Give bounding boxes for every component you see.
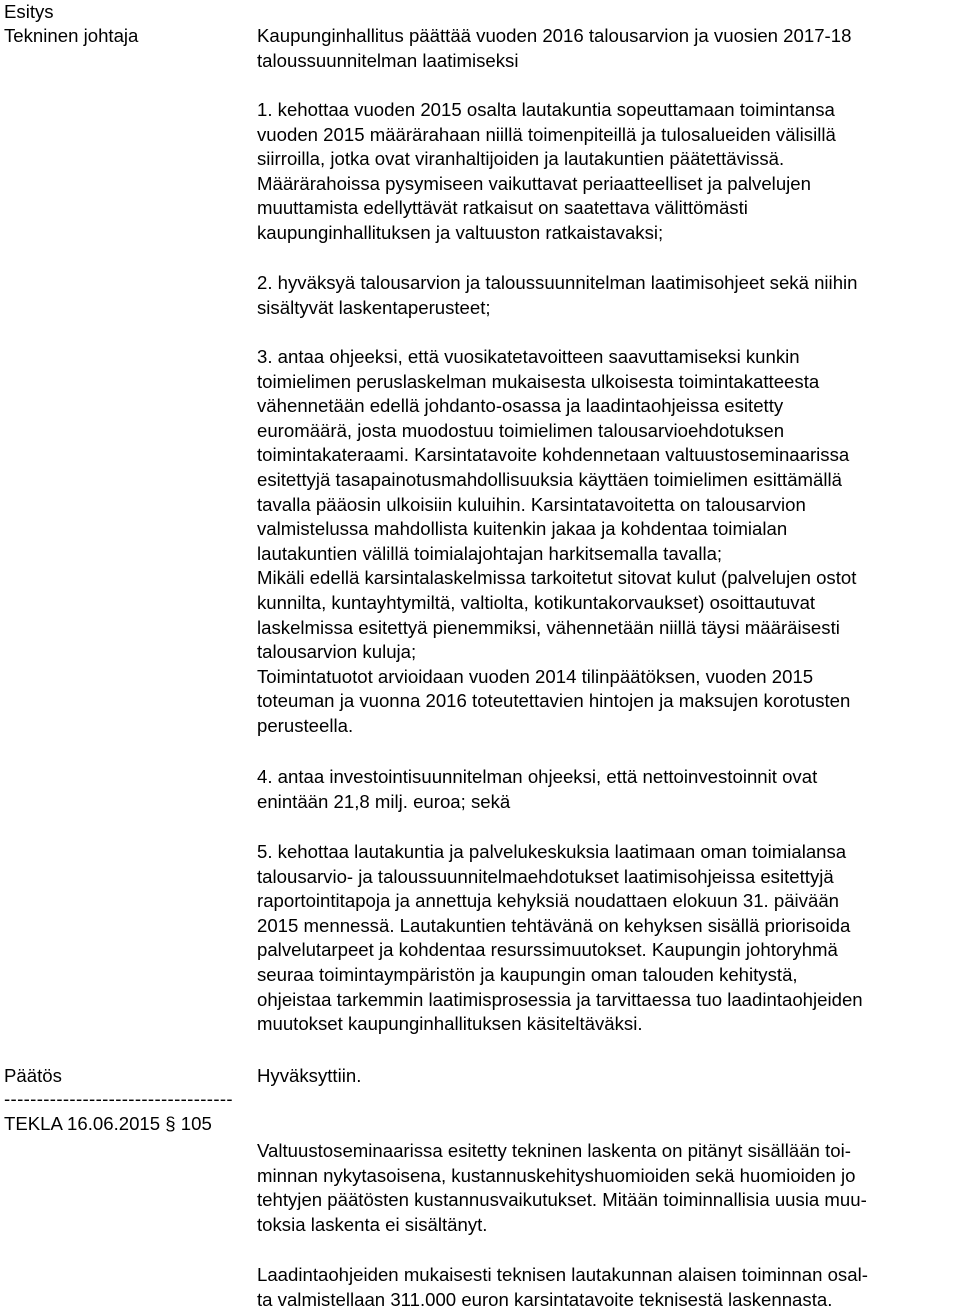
text-line: vuoden 2015 määrärahaan niillä toimenpiteillä ja tulosalueiden välisillä [257, 123, 836, 145]
text-line: laskelmissa esitettyä pienemmiksi, vähennetään niillä täysi määräisesti [257, 616, 840, 638]
text-line: 5. kehottaa lautakuntia ja palvelukeskuksia laatimaan oman toimialansa [257, 841, 847, 862]
text-line: euromäärä, josta muodostuu toimielimen talousarvioehdotuksen [257, 419, 785, 441]
text-line: palvelutarpeet ja kohdentaa resurssimuutokset. Kaupungin johtoryhmä [257, 939, 838, 961]
text-line: toimielimen peruslaskelman mukaisesta ulkoisesta toimintakatteesta [257, 370, 820, 392]
text-line: toimintakateraami. Karsintatavoite kohdennetaan valtuustoseminaarissa [257, 444, 850, 466]
proposal-item-5 [257, 840, 957, 1037]
proposal-item-1 [257, 98, 957, 246]
text-line: vähennetään edellä johdanto-osassa ja laadintaohjeissa esitetty [257, 395, 784, 417]
presenter-label: Tekninen johtaja [4, 25, 139, 46]
meeting-reference: TEKLA 16.06.2015 § 105 [4, 1113, 212, 1134]
decision-label: Päätös [4, 1065, 62, 1086]
text-line: Laadintaohjeiden mukaisesti teknisen lautakunnan alaisen toiminnan osal- [257, 1264, 868, 1285]
text-line: talousarvio- ja taloussuunnitelmaehdotukset laatimisohjeissa esitettyjä [257, 865, 834, 887]
text-line: 2. hyväksyä talousarvion ja taloussuunnitelman laatimisohjeet sekä niihin [257, 272, 858, 293]
text-line: 2015 mennessä. Lautakuntien tehtävänä on kehyksen sisällä priorisoida [257, 914, 851, 936]
text-line: taloussuunnitelman laatimiseksi [257, 49, 519, 71]
text-line: muuttamista edellyttävät ratkaisut on saatettava välittömästi [257, 197, 748, 219]
proposal-item-3 [257, 345, 957, 739]
decision-text: Hyväksyttiin. [257, 1065, 362, 1086]
proposal-item-2 [257, 271, 957, 320]
text-line: 3. antaa ohjeeksi, että vuosikatetavoitteen saavuttamiseksi kunkin [257, 346, 800, 367]
document-type-label: Esitys [4, 1, 54, 22]
text-line: ta valmistellaan 311.000 euron karsintatavoite teknisestä laskennasta. [257, 1288, 833, 1310]
text-line: esitettyjä tasapainotusmahdollisuuksia käyttäen toimielimen esittämällä [257, 468, 842, 490]
text-line: raportointitapoja ja annettuja kehyksiä noudattaen elokuun 31. päivään [257, 890, 839, 912]
text-line: Kaupunginhallitus päättää vuoden 2016 talousarvion ja vuosien 2017-18 [257, 25, 852, 46]
text-line: Valtuustoseminaarissa esitetty tekninen laskenta on pitänyt sisällään toi- [257, 1140, 851, 1161]
text-line: 1. kehottaa vuoden 2015 osalta lautakuntia sopeuttamaan toimintansa [257, 99, 835, 120]
text-line: Mikäli edellä karsintalaskelmissa tarkoitetut sitovat kulut (palvelujen ostot [257, 567, 857, 589]
text-line: kaupunginhallituksen ja valtuuston ratkaistavaksi; [257, 221, 664, 243]
text-line: ohjeistaa tarkemmin laatimisprosessia ja tarvittaessa tuo laadintaohjeiden [257, 988, 863, 1010]
section-separator: ----------------------------------- [4, 1088, 233, 1109]
text-line: tavalla pääosin ulkoisiin kuluihin. Karsintatavoitetta on talousarvion [257, 493, 806, 515]
notes-paragraph-1 [257, 1139, 957, 1237]
text-line: sisältyvät laskentaperusteet; [257, 296, 491, 318]
text-line: kunnilta, kuntayhtymiltä, valtiolta, kotikuntakorvaukset) osoittautuvat [257, 591, 816, 613]
text-line: tehtyjen päätösten kustannusvaikutukset. Mitään toiminnallisia uusia muu- [257, 1189, 867, 1211]
text-line: toteuman ja vuonna 2016 toteutettavien hintojen ja maksujen korotusten [257, 690, 851, 712]
text-line: Toimintatuotot arvioidaan vuoden 2014 tilinpäätöksen, vuoden 2015 [257, 665, 814, 687]
text-line: siirroilla, jotka ovat viranhaltijoiden ja lautakuntien päätettävissä. [257, 148, 785, 170]
text-line: lautakuntien välillä toimialajohtajan harkitsemalla tavalla; [257, 542, 723, 564]
text-line: 4. antaa investointisuunnitelman ohjeeksi, että nettoinvestoinnit ovat [257, 766, 818, 787]
text-line: talousarvion kuluja; [257, 641, 417, 663]
text-line: Määrärahoissa pysymiseen vaikuttavat periaatteelliset ja palvelujen [257, 172, 811, 194]
text-line: valmistelussa mahdollista kuitenkin jakaa ja kohdentaa toimialan [257, 518, 788, 540]
text-line: enintään 21,8 milj. euroa; sekä [257, 790, 511, 812]
text-line: minnan nykytasoisena, kustannuskehityshuomioiden sekä huomioiden jo [257, 1164, 856, 1186]
notes-paragraph-2 [257, 1263, 957, 1312]
proposal-title [257, 24, 957, 73]
text-line: seuraa toimintaympäristön ja kaupungin oman talouden kehitystä, [257, 963, 798, 985]
text-line: muutokset kaupunginhallituksen käsiteltäväksi. [257, 1013, 643, 1035]
proposal-item-4 [257, 765, 957, 814]
text-line: perusteella. [257, 714, 354, 736]
text-line: toksia laskenta ei sisältänyt. [257, 1213, 488, 1235]
